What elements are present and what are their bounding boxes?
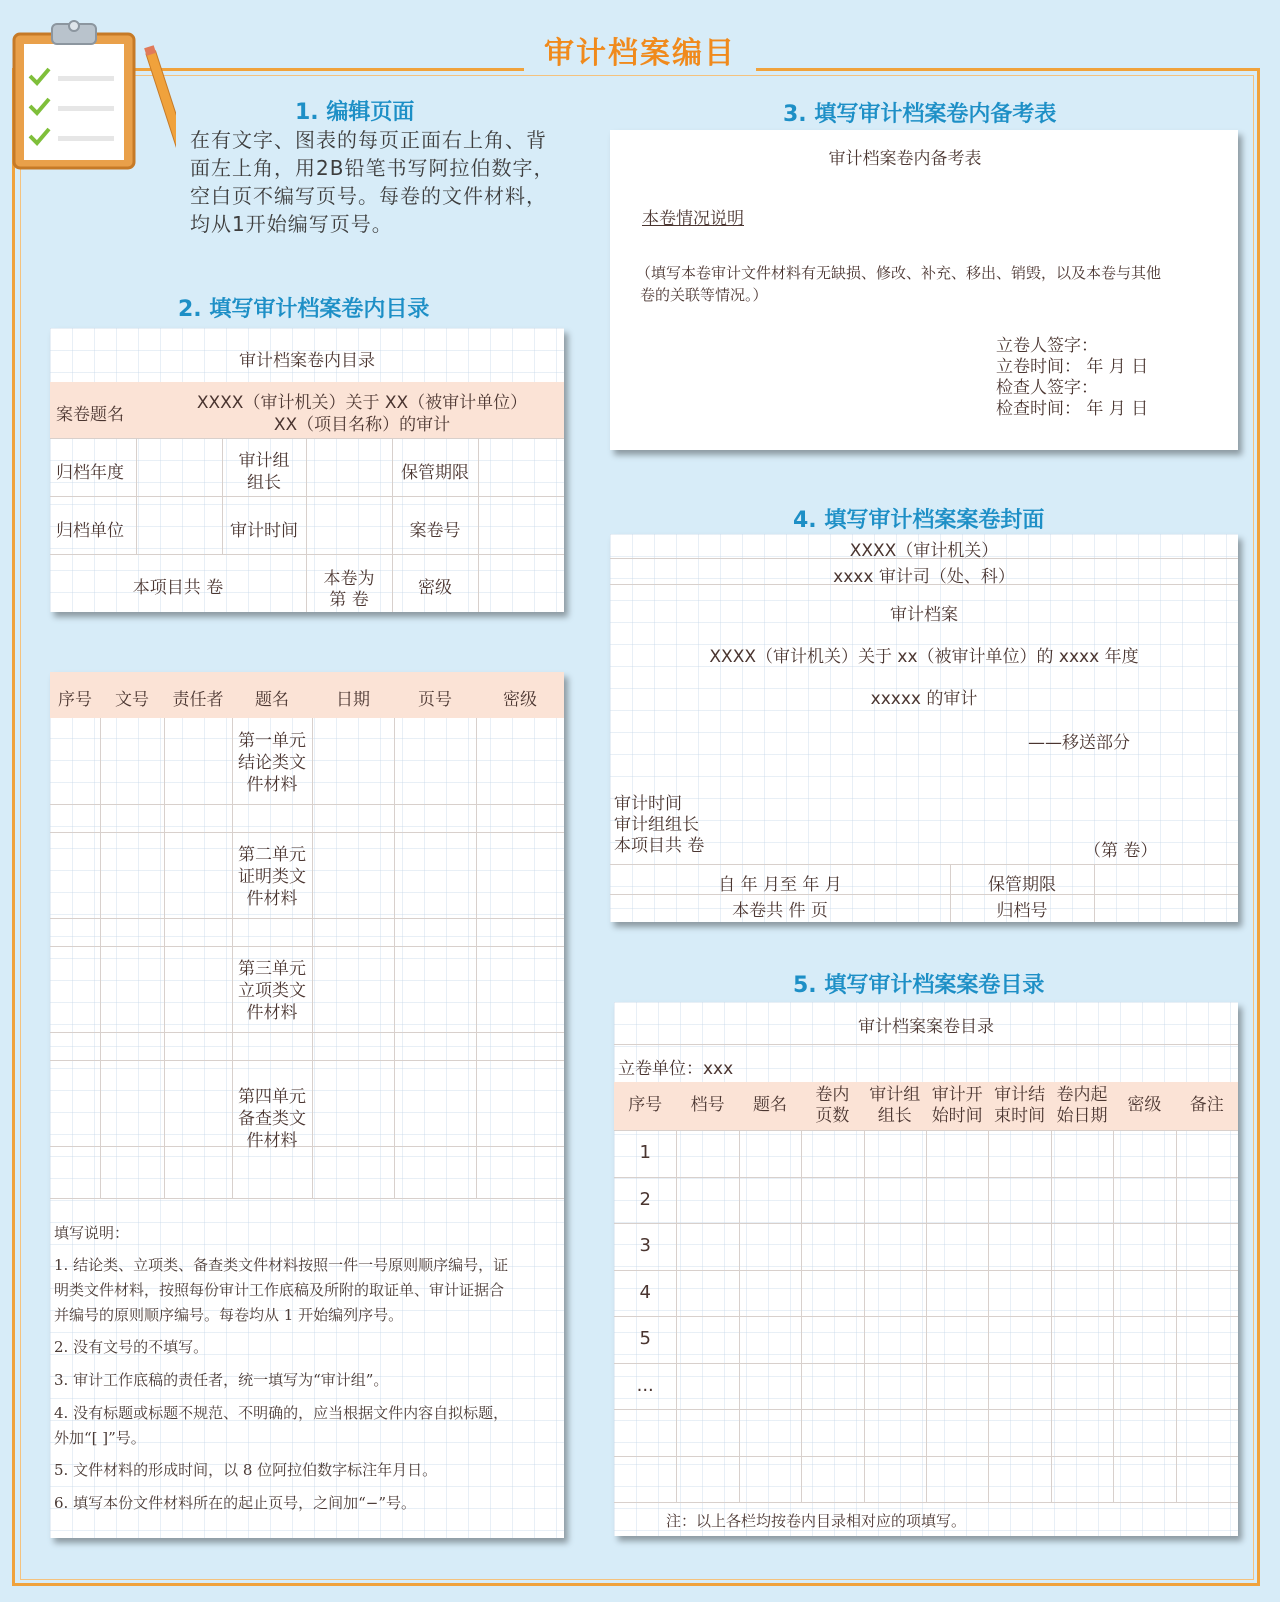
volume-title-line1: XXXX（审计机关）关于 XX（被审计单位） xyxy=(196,393,528,413)
cover-meta: 审计时间 审计组组长 本项目共 卷 xyxy=(614,794,705,856)
remarks-desc-l2: 卷的关联等情况。） xyxy=(640,286,768,304)
volume-catalog-title: 审计档案案卷目录 xyxy=(858,1017,994,1037)
section5-title: 5. 填写审计档案案卷目录 xyxy=(793,973,1045,998)
section2-title: 2. 填写审计档案卷内目录 xyxy=(178,297,430,322)
note-line: 并编号的原则顺序编号。每卷均从 1 开始编列序号。 xyxy=(54,1306,404,1324)
this-volume-label-l1: 本卷为 xyxy=(323,569,375,589)
clipboard-icon xyxy=(6,14,176,174)
cover-retention: 保管期限 xyxy=(988,875,1056,895)
volume-catalog-col-header: 题名 xyxy=(752,1095,787,1115)
note-line: 外加“[ ]”号。 xyxy=(54,1429,146,1447)
volume-catalog-row-number: 1 xyxy=(639,1142,651,1163)
page-title: 审计档案编目 xyxy=(0,28,1280,72)
cover-period: 自 年 月至 年 月 xyxy=(718,875,842,895)
volume-catalog-row-number: 5 xyxy=(639,1328,651,1349)
volume-catalog-col-header: 档号 xyxy=(690,1095,725,1115)
section3-title: 3. 填写审计档案卷内备考表 xyxy=(783,102,1057,127)
remarks-title: 审计档案卷内备考表 xyxy=(828,149,982,169)
cover-doc-type: 审计档案 xyxy=(890,605,958,625)
unit-3-title: 第三单元 立项类文 件材料 xyxy=(238,959,306,1023)
cover-department: xxxx 审计司（处、科） xyxy=(833,567,1015,587)
unit-2-title: 第二单元 证明类文 件材料 xyxy=(238,845,306,909)
note-line: 1. 结论类、立项类、备查类文件材料按照一件一号原则顺序编号，证 xyxy=(54,1256,509,1274)
cover-transfer: ——移送部分 xyxy=(1028,733,1130,753)
col-header-secrecy: 密级 xyxy=(503,690,537,710)
volume-catalog-row-number: 2 xyxy=(639,1188,651,1210)
note-line: 5. 文件材料的形成时间，以 8 位阿拉伯数字标注年月日。 xyxy=(54,1461,438,1479)
note-line: 3. 审计工作底稿的责任者，统一填写为“审计组”。 xyxy=(54,1371,389,1389)
cover-pages: 本卷共 件 页 xyxy=(732,901,828,921)
section1-description: 在有文字、图表的每页正面右上角、背 面左上角，用2B铅笔书写阿拉伯数字， 空白页不编写页号。每卷的文件材料， 均从1开始编写页号。 xyxy=(190,128,555,236)
col-header-title: 题名 xyxy=(255,690,289,710)
note-line: 4. 没有标题或标题不规范、不明确的，应当根据文件内容自拟标题， xyxy=(54,1404,509,1422)
cover-card xyxy=(610,534,1238,922)
unit-4-title: 第四单元 备查类文 件材料 xyxy=(238,1087,306,1151)
remarks-card xyxy=(610,130,1238,450)
volume-catalog-row-number: 3 xyxy=(639,1235,651,1256)
note-line: 明类文件材料，按照每份审计工作底稿及所附的取证单、审计证据合 xyxy=(54,1281,505,1299)
remarks-signature-block: 立卷人签字： 立卷时间： 年 月 日 检查人签字： 检查时间： 年 月 日 xyxy=(996,336,1149,419)
project-total-label: 本项目共 卷 xyxy=(132,578,224,598)
volume-no-label: 案卷号 xyxy=(409,521,461,541)
retention-label: 保管期限 xyxy=(401,463,469,483)
note-line: 6. 填写本份文件材料所在的起止页号，之间加“−”号。 xyxy=(54,1494,416,1512)
note-line: 2. 没有文号的不填写。 xyxy=(54,1338,209,1356)
col-header-docno: 文号 xyxy=(115,690,149,710)
volume-catalog-col-header: 序号 xyxy=(628,1095,663,1115)
col-header-page: 页号 xyxy=(418,690,452,710)
col-header-responsible: 责任者 xyxy=(172,690,224,710)
volume-catalog-row-number: 4 xyxy=(639,1281,651,1303)
audit-time-label: 审计时间 xyxy=(230,521,298,541)
volume-catalog-note: 注：以上各栏均按卷内目录相对应的项填写。 xyxy=(666,1512,967,1530)
cover-volume: （第 卷） xyxy=(1084,841,1158,861)
col-header-date: 日期 xyxy=(336,690,370,710)
cover-subject-l2: xxxxx 的审计 xyxy=(870,689,978,709)
archive-unit-label: 归档单位 xyxy=(56,521,124,541)
volume-catalog-col-header: 审计结 束时间 xyxy=(994,1085,1046,1126)
file-list-card xyxy=(50,672,564,1538)
volume-catalog-row-number: ... xyxy=(636,1374,654,1396)
remarks-desc-l1: （填写本卷审计文件材料有无缺损、修改、补充、移出、销毁，以及本卷与其他 xyxy=(636,264,1162,282)
notes-title: 填写说明： xyxy=(54,1224,130,1242)
secrecy-label: 密级 xyxy=(418,578,452,598)
cover-archive-no: 归档号 xyxy=(996,901,1048,921)
section1-title: 1. 编辑页面 xyxy=(295,100,415,125)
volume-catalog-card xyxy=(614,1002,1238,1536)
unit-1-title: 第一单元 结论类文 件材料 xyxy=(238,731,306,795)
volume-catalog-col-header: 备注 xyxy=(1189,1095,1224,1115)
team-leader-label-l2: 组长 xyxy=(247,473,281,493)
this-volume-label-l2: 第 卷 xyxy=(329,590,369,610)
volume-catalog-col-header: 卷内 页数 xyxy=(815,1085,850,1126)
archive-year-label: 归档年度 xyxy=(56,463,124,483)
volume-catalog-col-header: 密级 xyxy=(1127,1095,1162,1115)
catalog-title: 审计档案卷内目录 xyxy=(239,351,375,371)
volume-title-label: 案卷题名 xyxy=(56,405,124,425)
catalog-card xyxy=(50,328,564,612)
col-header-no: 序号 xyxy=(58,690,92,710)
volume-catalog-unit: 立卷单位：xxx xyxy=(618,1059,734,1079)
volume-catalog-col-header: 审计组 组长 xyxy=(869,1085,921,1126)
volume-catalog-col-header: 卷内起 始日期 xyxy=(1056,1085,1108,1126)
team-leader-label-l1: 审计组 xyxy=(238,451,290,471)
remarks-subtitle: 本卷情况说明 xyxy=(642,209,744,229)
section4-title: 4. 填写审计档案案卷封面 xyxy=(793,508,1045,533)
volume-catalog-col-header: 审计开 始时间 xyxy=(931,1085,983,1126)
cover-agency: XXXX（审计机关） xyxy=(849,541,999,561)
cover-subject-l1: XXXX（审计机关）关于 xx（被审计单位）的 xxxx 年度 xyxy=(709,647,1139,667)
volume-title-line2: XX（项目名称）的审计 xyxy=(273,415,451,435)
